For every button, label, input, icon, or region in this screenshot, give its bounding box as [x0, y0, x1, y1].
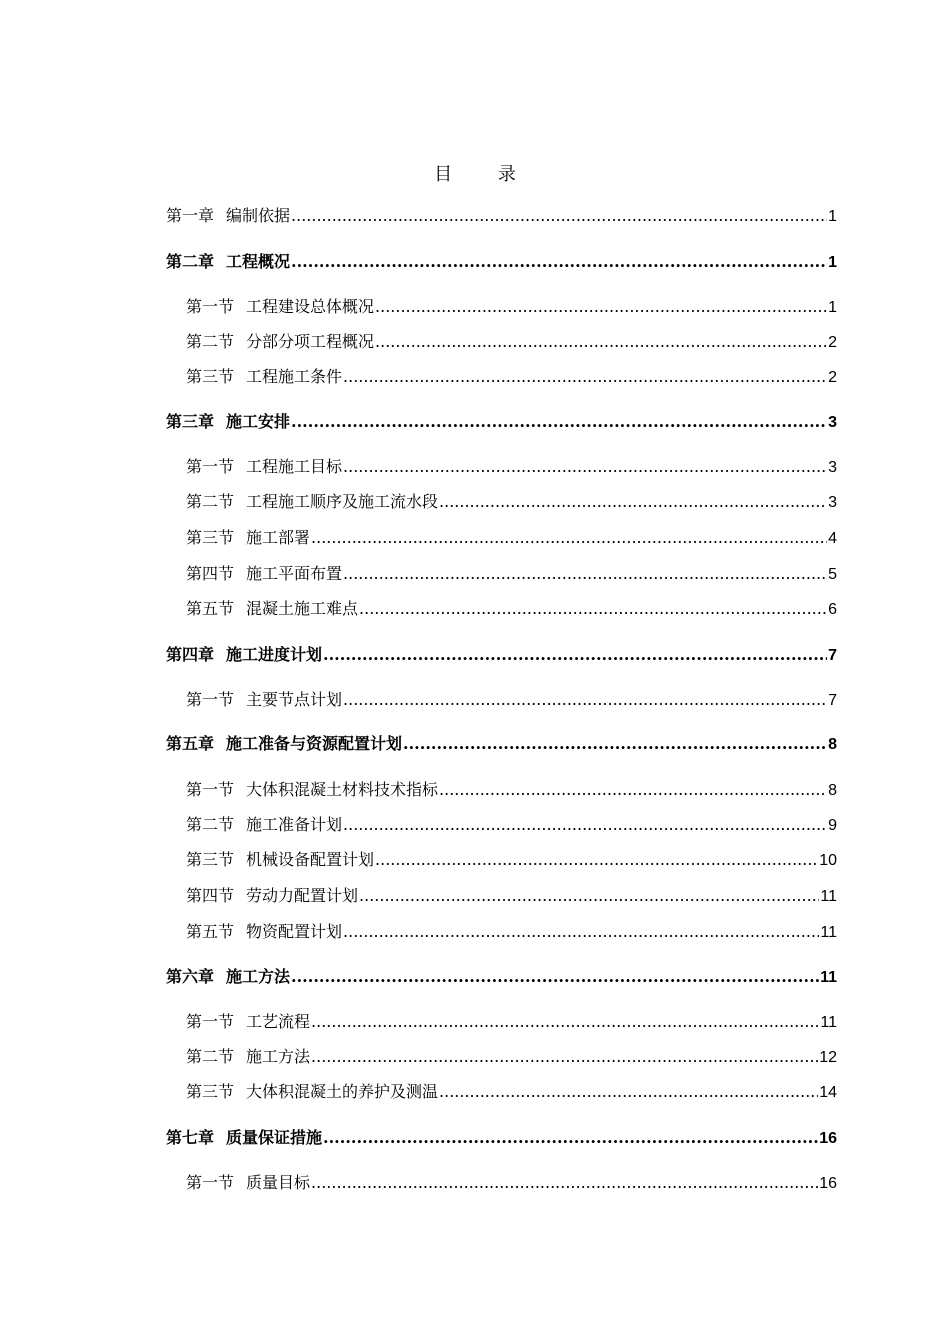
toc-section-entry[interactable] — [186, 689, 837, 711]
toc-entry-title: 施工方法 — [246, 1047, 311, 1066]
toc-section-entry[interactable] — [186, 563, 837, 585]
toc-entry-label — [186, 527, 310, 549]
toc-chapter-entry[interactable] — [166, 966, 837, 988]
toc-entry-number: 第五节 — [186, 599, 235, 618]
toc-entry-title: 机械设备配置计划 — [246, 850, 375, 869]
toc-entry-title: 施工准备计划 — [246, 815, 343, 834]
toc-section-entry[interactable] — [186, 1081, 837, 1103]
toc-entry-title: 混凝土施工难点 — [246, 599, 359, 618]
toc-page-number: 7 — [828, 692, 837, 709]
toc-entry-label — [186, 689, 342, 711]
toc-entry-title: 劳动力配置计划 — [246, 886, 359, 905]
toc-section-entry[interactable] — [186, 921, 837, 943]
toc-entry-number: 第七章 — [166, 1128, 215, 1147]
toc-entry-number: 第一节 — [186, 457, 235, 476]
toc-entry-label — [186, 849, 374, 871]
toc-entry-number: 第一节 — [186, 297, 235, 316]
toc-entry-title: 大体积混凝土的养护及测温 — [246, 1082, 439, 1101]
toc-chapter-entry[interactable] — [166, 205, 837, 227]
toc-entry-title: 工程施工条件 — [246, 367, 343, 386]
toc-entry-number: 第一节 — [186, 1173, 235, 1192]
toc-dot-leader — [403, 733, 827, 755]
toc-entry-label — [166, 205, 290, 227]
toc-entry-label — [186, 563, 342, 585]
toc-entry-label — [166, 1127, 322, 1149]
toc-entry-label — [166, 251, 290, 273]
toc-page-number: 14 — [819, 1084, 837, 1101]
toc-entry-label — [186, 1046, 310, 1068]
toc-dot-leader — [311, 527, 827, 549]
toc-entry-label — [166, 733, 402, 755]
toc-entry-title: 物资配置计划 — [246, 922, 343, 941]
toc-chapter-entry[interactable] — [166, 644, 837, 666]
toc-chapter-entry[interactable] — [166, 411, 837, 433]
toc-entry-number: 第四节 — [186, 564, 235, 583]
toc-entry-number: 第五章 — [166, 734, 215, 753]
toc-dot-leader — [291, 966, 819, 988]
toc-entry-number: 第三节 — [186, 528, 235, 547]
toc-section-entry[interactable] — [186, 598, 837, 620]
toc-dot-leader — [375, 296, 827, 318]
toc-page-number: 12 — [819, 1049, 837, 1066]
toc-entry-number: 第一节 — [186, 1012, 235, 1031]
toc-entry-number: 第四节 — [186, 886, 235, 905]
toc-page-number: 11 — [820, 924, 837, 941]
toc-entry-label — [186, 598, 358, 620]
toc-dot-leader — [343, 921, 819, 943]
toc-entry-title: 质量目标 — [246, 1173, 311, 1192]
toc-section-entry[interactable] — [186, 1046, 837, 1068]
toc-dot-leader — [311, 1046, 818, 1068]
toc-section-entry[interactable] — [186, 491, 837, 513]
toc-entry-number: 第二章 — [166, 252, 215, 271]
toc-page-number: 2 — [828, 334, 837, 351]
toc-section-entry[interactable] — [186, 885, 837, 907]
toc-entry-number: 第一章 — [166, 206, 215, 225]
toc-entry-label — [186, 366, 342, 388]
toc-page-number: 9 — [828, 817, 837, 834]
toc-entry-label — [186, 1081, 438, 1103]
toc-entry-label — [186, 1172, 310, 1194]
page-title: 目 录 — [434, 164, 536, 185]
toc-page-number: 3 — [828, 414, 837, 431]
toc-entry-label — [166, 966, 290, 988]
toc-entry-label — [186, 456, 342, 478]
toc-section-entry[interactable] — [186, 1011, 837, 1033]
toc-dot-leader — [439, 1081, 818, 1103]
toc-entry-title: 编制依据 — [226, 206, 291, 225]
toc-entry-label — [186, 491, 438, 513]
toc-dot-leader — [311, 1172, 818, 1194]
toc-dot-leader — [323, 644, 827, 666]
toc-entry-number: 第五节 — [186, 922, 235, 941]
toc-entry-title: 工程施工目标 — [246, 457, 343, 476]
toc-dot-leader — [343, 456, 827, 478]
toc-page-number: 2 — [828, 369, 837, 386]
toc-page-number: 8 — [828, 736, 837, 753]
toc-entry-label — [166, 644, 322, 666]
toc-entry-title: 工程施工顺序及施工流水段 — [246, 492, 439, 511]
toc-section-entry[interactable] — [186, 779, 837, 801]
toc-section-entry[interactable] — [186, 849, 837, 871]
toc-entry-label — [186, 296, 374, 318]
toc-entry-title: 工程概况 — [226, 252, 291, 271]
toc-dot-leader — [359, 885, 819, 907]
toc-page-number: 10 — [819, 852, 837, 869]
toc-entry-label — [186, 331, 374, 353]
toc-page-number: 5 — [828, 566, 837, 583]
toc-chapter-entry[interactable] — [166, 733, 837, 755]
toc-entry-label — [186, 921, 342, 943]
toc-entry-title: 施工部署 — [246, 528, 311, 547]
toc-section-entry[interactable] — [186, 527, 837, 549]
toc-chapter-entry[interactable] — [166, 251, 837, 273]
toc-entry-number: 第二节 — [186, 332, 235, 351]
toc-entry-number: 第二节 — [186, 492, 235, 511]
toc-section-entry[interactable] — [186, 331, 837, 353]
toc-chapter-entry[interactable] — [166, 1127, 837, 1149]
toc-section-entry[interactable] — [186, 456, 837, 478]
toc-page-number: 11 — [820, 1014, 837, 1031]
toc-entry-label — [186, 1011, 310, 1033]
toc-page-number: 3 — [828, 494, 837, 511]
toc-entry-title: 施工准备与资源配置计划 — [226, 734, 403, 753]
toc-page-number: 3 — [828, 459, 837, 476]
toc-entry-number: 第三节 — [186, 850, 235, 869]
toc-page-number: 1 — [828, 254, 837, 271]
toc-entry-number: 第三节 — [186, 367, 235, 386]
toc-entry-label — [186, 885, 358, 907]
toc-dot-leader — [291, 205, 827, 227]
toc-entry-number: 第三节 — [186, 1082, 235, 1101]
toc-dot-leader — [375, 849, 818, 871]
toc-entry-number: 第一节 — [186, 780, 235, 799]
toc-dot-leader — [291, 251, 827, 273]
toc-page-number: 1 — [828, 299, 837, 316]
toc-dot-leader — [323, 1127, 818, 1149]
toc-page-number: 16 — [819, 1130, 837, 1147]
toc-dot-leader — [375, 331, 827, 353]
toc-section-entry[interactable] — [186, 814, 837, 836]
toc-dot-leader — [311, 1011, 819, 1033]
toc-entry-title: 施工方法 — [226, 967, 291, 986]
toc-page-number: 11 — [820, 888, 837, 905]
toc-entry-label — [166, 411, 290, 433]
toc-page-number: 16 — [819, 1175, 837, 1192]
toc-page-number: 8 — [828, 782, 837, 799]
toc-entry-number: 第二节 — [186, 815, 235, 834]
toc-entry-title: 主要节点计划 — [246, 690, 343, 709]
toc-entry-title: 大体积混凝土材料技术指标 — [246, 780, 439, 799]
toc-section-entry[interactable] — [186, 296, 837, 318]
toc-entry-title: 分部分项工程概况 — [246, 332, 375, 351]
toc-entry-label — [186, 814, 342, 836]
toc-dot-leader — [291, 411, 827, 433]
toc-page-number: 6 — [828, 601, 837, 618]
toc-entry-number: 第二节 — [186, 1047, 235, 1066]
toc-page-number: 4 — [828, 530, 837, 547]
toc-entry-number: 第六章 — [166, 967, 215, 986]
toc-dot-leader — [343, 689, 827, 711]
toc-entry-number: 第三章 — [166, 412, 215, 431]
toc-entry-number: 第四章 — [166, 645, 215, 664]
toc-dot-leader — [359, 598, 827, 620]
toc-page-number: 1 — [828, 208, 837, 225]
toc-entry-title: 工艺流程 — [246, 1012, 311, 1031]
toc-dot-leader — [343, 563, 827, 585]
toc-entry-title: 施工安排 — [226, 412, 291, 431]
toc-entry-title: 工程建设总体概况 — [246, 297, 375, 316]
toc-dot-leader — [439, 779, 827, 801]
toc-page-number: 7 — [828, 647, 837, 664]
toc-entry-label — [186, 779, 438, 801]
toc-entry-number: 第一节 — [186, 690, 235, 709]
toc-section-entry[interactable] — [186, 1172, 837, 1194]
toc-dot-leader — [439, 491, 827, 513]
toc-entry-title: 施工平面布置 — [246, 564, 343, 583]
toc-section-entry[interactable] — [186, 366, 837, 388]
toc-dot-leader — [343, 366, 827, 388]
toc-page-number: 11 — [820, 969, 837, 986]
toc-entry-title: 质量保证措施 — [226, 1128, 323, 1147]
toc-entry-title: 施工进度计划 — [226, 645, 323, 664]
toc-dot-leader — [343, 814, 827, 836]
